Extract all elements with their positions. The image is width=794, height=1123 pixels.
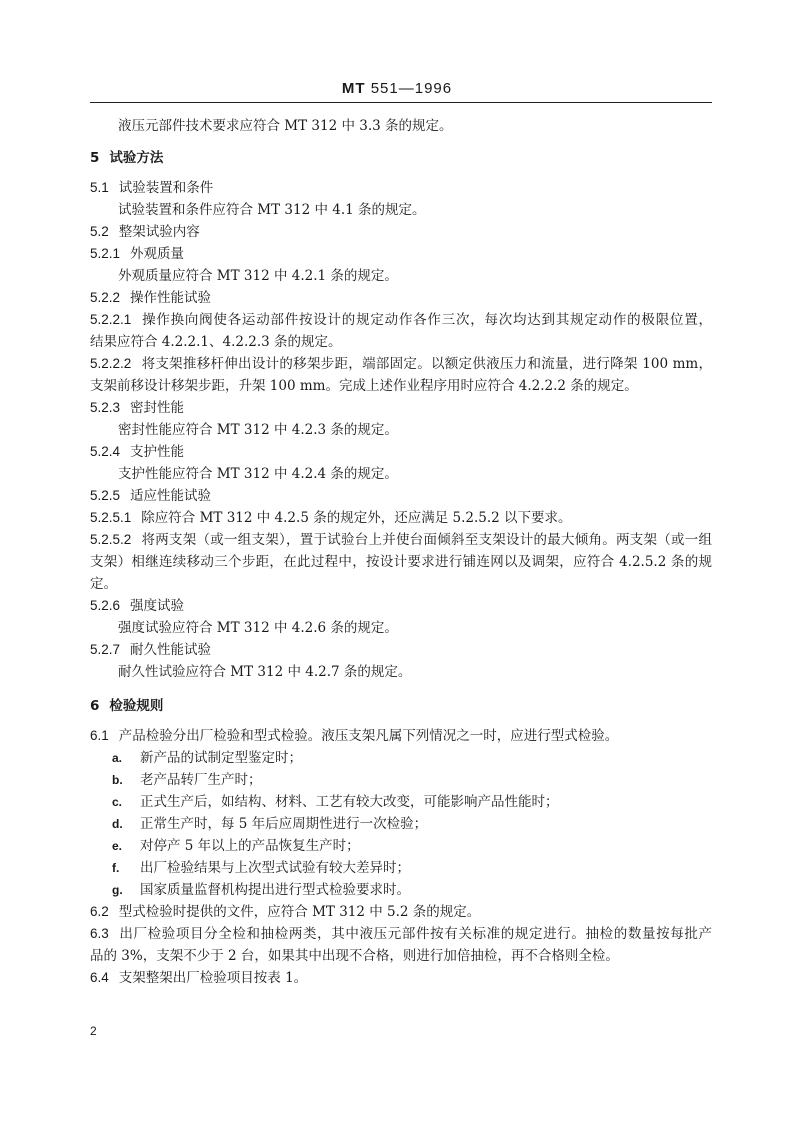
standard-number: 551—1996 xyxy=(370,80,453,97)
section-5-2-6-body: 强度试验应符合 MT 312 中 4.2.6 条的规定。 xyxy=(118,620,398,636)
section-number: 6.3 xyxy=(90,926,109,941)
section-number: 5.2.6 xyxy=(90,598,121,613)
section-5-2-1-heading xyxy=(90,244,712,264)
section-5-2-7-heading xyxy=(90,640,712,660)
section-6-1 xyxy=(90,726,712,746)
section-number: 6.4 xyxy=(90,970,109,985)
section-5-2-4-body: 支护性能应符合 MT 312 中 4.2.4 条的规定。 xyxy=(118,466,398,482)
section-title: 试验装置和条件 xyxy=(118,180,214,196)
section-5-2-2-2-line1 xyxy=(90,354,712,374)
section-5-2-3-heading xyxy=(90,398,712,418)
section-title: 外观质量 xyxy=(130,246,185,262)
section-6-2 xyxy=(90,902,712,922)
section-5-2-5-heading xyxy=(90,486,712,506)
paragraph-text: 除应符合 MT 312 中 4.2.5 条的规定外，还应满足 5.2.5.2 以下要求。 xyxy=(141,510,572,526)
section-6-4 xyxy=(90,968,712,988)
section-6-3-line1 xyxy=(90,924,712,944)
list-item-label: f. xyxy=(112,861,120,875)
list-item-text: 国家质量监督机构提出进行型式检验要求时。 xyxy=(140,882,410,898)
list-item-label: c. xyxy=(112,795,123,809)
paragraph-text: 产品检验分出厂检验和型式检验。液压支架凡属下列情况之一时，应进行型式检验。 xyxy=(118,728,619,744)
list-item-label: e. xyxy=(112,839,123,853)
section-5-2-2-1-line2: 结果应符合 4.2.2.1、4.2.2.3 条的规定。 xyxy=(90,334,342,350)
list-item xyxy=(112,814,712,834)
section-5-2-5-2-line3: 定。 xyxy=(90,576,117,592)
section-title: 耐久性能试验 xyxy=(130,642,212,658)
section-title: 强度试验 xyxy=(130,598,185,614)
section-5-2-2-1-line1 xyxy=(90,310,712,330)
section-5-1-body: 试验装置和条件应符合 MT 312 中 4.1 条的规定。 xyxy=(118,202,426,218)
list-item xyxy=(112,770,712,790)
section-number: 5.2.5.1 xyxy=(90,510,132,525)
paragraph-text: 型式检验时提供的文件，应符合 MT 312 中 5.2 条的规定。 xyxy=(118,904,481,920)
intro-paragraph: 液压元部件技术要求应符合 MT 312 中 3.3 条的规定。 xyxy=(118,118,453,134)
list-item xyxy=(112,748,712,768)
list-item xyxy=(112,880,712,900)
section-number: 5.2.4 xyxy=(90,444,121,459)
section-number: 6 xyxy=(90,698,100,714)
page-header xyxy=(0,80,794,97)
section-title: 适应性能试验 xyxy=(130,488,212,504)
section-5-2-1-body: 外观质量应符合 MT 312 中 4.2.1 条的规定。 xyxy=(118,268,398,284)
paragraph-text: 支架整架出厂检验项目按表 1。 xyxy=(118,970,308,986)
list-item-label: g. xyxy=(112,883,123,897)
section-title: 检验规则 xyxy=(109,698,164,714)
paragraph-text: 出厂检验项目分全检和抽检两类，其中液压元部件按有关标准的规定进行。抽检的数量按每批产 xyxy=(118,926,712,942)
paragraph-text: 将两支架（或一组支架），置于试验台上并使台面倾斜至支架设计的最大倾角。两支架（或一组 xyxy=(141,532,712,548)
section-title: 支护性能 xyxy=(130,444,185,460)
section-title: 整架试验内容 xyxy=(118,224,200,240)
section-title: 操作性能试验 xyxy=(130,290,212,306)
section-number: 5.1 xyxy=(90,180,109,195)
section-5-2-2-2-line2: 支架前移设计移架步距，升架 100 mm。完成上述作业程序用时应符合 4.2.2.2 条的规定。 xyxy=(90,378,638,394)
list-item-label: d. xyxy=(112,817,123,831)
section-5-2-2-heading xyxy=(90,288,712,308)
section-title: 密封性能 xyxy=(130,400,185,416)
section-5-2-4-heading xyxy=(90,442,712,462)
section-number: 5.2.3 xyxy=(90,400,121,415)
list-item-text: 正式生产后，如结构、材料、工艺有较大改变，可能影响产品性能时； xyxy=(140,794,559,810)
section-number: 5.2.1 xyxy=(90,246,121,261)
section-number: 5.2.5 xyxy=(90,488,121,503)
section-6-heading xyxy=(90,696,712,716)
list-item-text: 老产品转厂生产时； xyxy=(140,772,262,788)
section-5-1-heading xyxy=(90,178,712,198)
standard-code: MT xyxy=(341,80,366,97)
section-number: 5.2.2.1 xyxy=(90,312,132,327)
section-5-2-5-2-line1 xyxy=(90,530,712,550)
section-5-2-5-2-line2: 支架）相继连续移动三个步距，在此过程中，按设计要求进行铺连网以及调架，应符合 4.2.5.2 条的规 xyxy=(90,554,712,570)
section-number: 5.2.7 xyxy=(90,642,121,657)
section-6-3-line2: 品的 3%，支架不少于 2 台，如果其中出现不合格，则进行加倍抽检，再不合格则全检。 xyxy=(90,948,619,964)
section-number: 5.2.2.2 xyxy=(90,356,132,371)
paragraph-text: 操作换向阀使各运动部件按设计的规定动作各作三次，每次均达到其规定动作的极限位置， xyxy=(141,312,712,328)
section-5-2-7-body: 耐久性试验应符合 MT 312 中 4.2.7 条的规定。 xyxy=(118,664,412,680)
list-item-text: 对停产 5 年以上的产品恢复生产时； xyxy=(140,838,360,854)
page-number: 2 xyxy=(90,1024,97,1038)
section-title: 试验方法 xyxy=(109,150,164,166)
section-number: 5.2 xyxy=(90,224,109,239)
list-item-text: 正常生产时，每 5 年后应周期性进行一次检验； xyxy=(140,816,428,832)
list-item xyxy=(112,792,712,812)
section-5-2-3-body: 密封性能应符合 MT 312 中 4.2.3 条的规定。 xyxy=(118,422,398,438)
section-5-heading xyxy=(90,148,712,168)
list-item xyxy=(112,836,712,856)
section-number: 6.2 xyxy=(90,904,109,919)
paragraph-text: 将支架推移杆伸出设计的移架步距，端部固定。以额定供液压力和流量，进行降架 100 mm， xyxy=(141,356,712,372)
list-item-text: 出厂检验结果与上次型式试验有较大差异时； xyxy=(140,860,410,876)
list-item-text: 新产品的试制定型鉴定时； xyxy=(140,750,302,766)
section-number: 5.2.5.2 xyxy=(90,532,132,547)
section-5-2-6-heading xyxy=(90,596,712,616)
list-item-label: a. xyxy=(112,751,123,765)
section-number: 5.2.2 xyxy=(90,290,121,305)
header-rule xyxy=(90,102,712,103)
section-number: 5 xyxy=(90,150,100,166)
list-item-label: b. xyxy=(112,773,123,787)
section-number: 6.1 xyxy=(90,728,109,743)
section-5-2-5-1 xyxy=(90,508,712,528)
section-5-2-heading xyxy=(90,222,712,242)
list-item xyxy=(112,858,712,878)
